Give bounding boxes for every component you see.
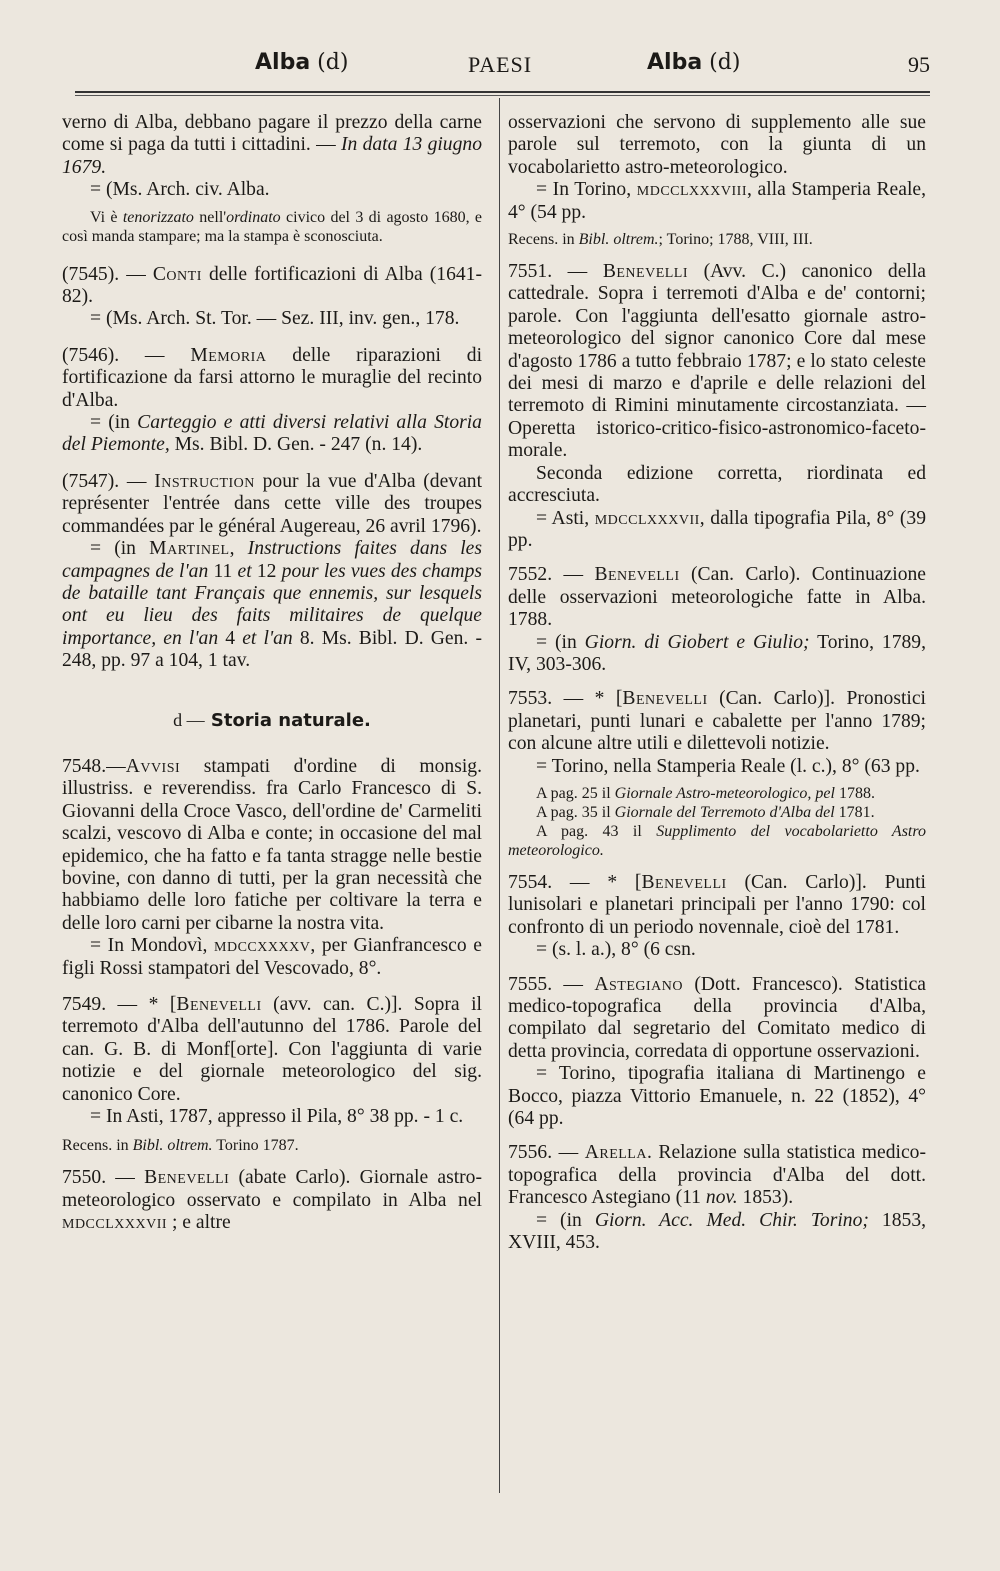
entry-7552: 7552. — Benevelli (Can. Carlo). Continuazione delle osservazioni meteorologiche fatte in Alba. 1788. = (in Giorn. di Giobert e Giulio; Torino, 1789, IV, 303-306. — [508, 564, 926, 675]
entry-7554: 7554. — * [Benevelli (Can. Carlo)]. Punti lunisolari e planetari principali per l'anno 1790: col confronto di un periodo novennale, cioè del 1781. = (s. l. a.), 8° (6 csn. — [508, 871, 926, 961]
header-rule — [75, 91, 930, 93]
entry-7549: 7549. — * [Benevelli (avv. can. C.)]. Sopra il terremoto d'Alba dell'autunno del 1786. Parole del can. G. B. di Monf[orte]. Con l'aggiunta di varie notizie e del giornale meteorologico del sig. canonico Core. = In Asti, 1787, appresso il Pila, 8° 38 pp. - 1 c. Recens. in Bibl. oltrem. Torino 1787. — [62, 994, 482, 1155]
entry-7555: 7555. — Astegiano (Dott. Francesco). Statistica medico-topografica della provincia d'Alba, compilato dal segretario del Comitato medico di detta provincia, corredata di opportune osservazioni. = Torino, tipografia italiana di Martinengo e Bocco, piazza Vittorio Emanuele, n. 22 (1852), 4° (64 pp. — [508, 973, 926, 1130]
entry-continuation-left: verno di Alba, debbano pagare il prezzo della carne come si paga da tutti i cittadini. — In data 13 giugno 1679. = (Ms. Arch. civ. Alba. Vi è tenorizzato nell'ordinato civico del 3 di agosto 1680, e così manda stampare; ma la stampa è sconosciuta. — [62, 112, 482, 245]
entry-7547: (7547). — Instruction pour la vue d'Alba (devant représenter l'entrée dans cette ville des troupes commandées par le général Augereau, 26 avril 1796). = (in Martinel, Instructions faites dans les campagnes de l'an 11 et 12 pour les vues des champs de bataille tant Français que ennemis, sur lesquels ont eu lieu des faits militaires de quelque importance, en l'an 4 et l'an 8. Ms. Bibl. D. Gen. - 248, pp. 97 a 104, 1 tav. — [62, 470, 483, 672]
entry-7553: 7553. — * [Benevelli (Can. Carlo)]. Pronostici planetari, punti lunari e cabalette per l'anno 1789; con alcune altre utili e dilettevoli notizie. = Torino, nella Stamperia Reale (l. c.), 8° (63 pp. A pag. 25 il Giornale Astro-meteorologico, pel 1788. A pag. 35 il Giornale del Terremoto d'Alba del 1781. A pag. 43 il Supplimento del vocabolarietto Astro meteorologico. — [508, 688, 926, 859]
entry-7550: 7550. — Benevelli (abate Carlo). Giornale astro-meteorologico osservato e compilato in Alba nel mdcclxxxvii ; e altre — [62, 1167, 482, 1234]
editor-note: Vi è tenorizzato nell'ordinato civico del 3 di agosto 1680, e così manda stampare; ma la stampa è sconosciuta. — [62, 208, 482, 245]
entry-continuation-right: osservazioni che servono di supplemento alle sue parole sul terremoto, con la giunta di un vocabolarietto astro-meteorologico. = In Torino, mdcclxxxviii, alla Stamperia Reale, 4° (54 pp. Recens. in Bibl. oltrem.; Torino; 1788, VIII, III. — [508, 112, 926, 249]
entry-7551: 7551. — Benevelli (Avv. C.) canonico della cattedrale. Sopra i terremoti d'Alba e de' contorni; parole. Con l'aggiunta dell'esatto giornale astro-meteorologico del signor canonico Core dal mese d'agosto 1786 a tutto febbraio 1787; e lo stato celeste dei mesi di marzo e d'aprile e delle relazioni del terremoto di Rimini minutamente circostanziata. — Operetta istorico-critico-fisico-astronomico-faceto-morale. Seconda edizione corretta, riordinata ed accresciuta. = Asti, mdcclxxxvii, dalla tipografia Pila, 8° (39 pp. — [508, 261, 927, 551]
entry-7556: 7556. — Arella. Relazione sulla statistica medico-topografica della provincia d'Alba del dott. Francesco Astegiano (11 nov. 1853). = (in Giorn. Acc. Med. Chir. Torino; 1853, XVIII, 453. — [508, 1142, 927, 1254]
header-left: Alba (d) — [255, 50, 349, 75]
left-column — [62, 112, 482, 1245]
running-header — [75, 46, 930, 86]
entry-7546: (7546). — Memoria delle riparazioni di fortificazione da farsi attorno le muraglie del recinto d'Alba. = (in Carteggio e atti diversi relativi alla Storia del Piemonte, Ms. Bibl. D. Gen. - 247 (n. 14). — [62, 344, 483, 456]
header-center: PAESI — [468, 52, 533, 77]
column-divider — [499, 98, 500, 1493]
entry-7545: (7545). — Conti delle fortificazioni di Alba (1641-82). = (Ms. Arch. St. Tor. — Sez. III, inv. gen., 178. — [62, 263, 483, 330]
section-heading: d — Storia naturale. — [173, 709, 371, 731]
entry-7548: 7548.—Avvisi stampati d'ordine di monsig. illustriss. e reverendiss. fra Carlo Francesco di S. Giovanni della Croce Vasco, dell'ordine de' Carmeliti scalzi, vescovo di Alba e conte; in occasione del mal epidemico, che ha fatto e fa tanta stragge nelle bestie bovine, con danno di tutti, per la gran necessità che habbiamo delle loro fatiche per coltivare la terra e delle loro carni per cibarne la nostra vita. = In Mondovì, mdccxxxxv, per Gianfrancesco e figli Rossi stampatori del Vescovado, 8°. — [62, 755, 482, 979]
page-number: 95 — [908, 52, 930, 77]
right-column — [508, 112, 926, 1264]
header-right: Alba (d) — [647, 50, 741, 75]
header-rule-thin — [75, 95, 930, 96]
